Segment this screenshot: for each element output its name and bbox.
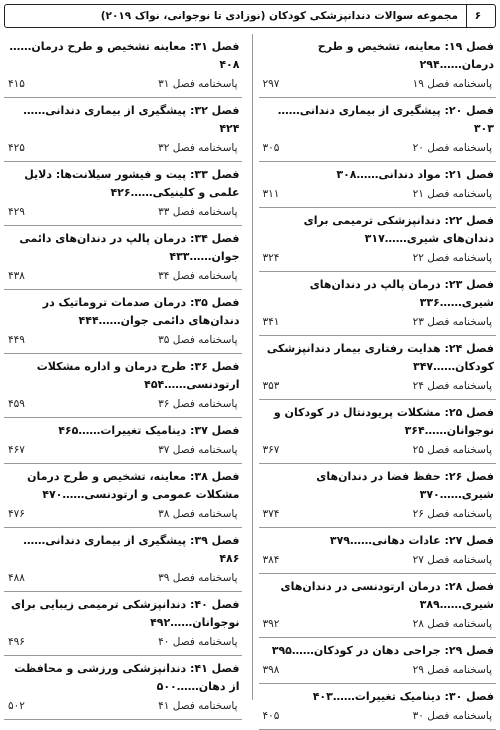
- answer-line[interactable]: [261, 614, 495, 634]
- answer-title: پاسخنامه فصل ۲۰: [412, 142, 492, 154]
- answer-line[interactable]: [261, 248, 495, 268]
- page-header: [4, 4, 496, 28]
- chapter-line[interactable]: [6, 294, 240, 330]
- chapter-line[interactable]: [261, 642, 495, 660]
- leader-dots: ……: [23, 534, 46, 547]
- answer-line[interactable]: [6, 394, 240, 414]
- answer-page-number: ۳۷۴: [262, 508, 280, 520]
- chapter-title: فصل ۲۲: دندانپزشکی ترمیمی برای دندان‌های شیری: [303, 214, 494, 245]
- chapter-line[interactable]: [6, 166, 240, 202]
- chapter-line[interactable]: [261, 276, 495, 312]
- chapter-line[interactable]: [6, 468, 240, 504]
- chapter-title: فصل ۴۰: دندانپزشکی ترمیمی زیبایی برای نوجوانان: [10, 598, 240, 629]
- leader-dots: ……: [62, 488, 85, 501]
- book-title: مجموعه سوالات دندانپزشکی کودکان (نوزادی تا نوجوانی، نواک ۲۰۱۹): [100, 10, 458, 22]
- toc-entry: [4, 354, 242, 418]
- answer-line[interactable]: [6, 74, 240, 94]
- answer-page-number: ۴۴۹: [8, 334, 25, 346]
- answer-title: پاسخنامه فصل ۲۳: [412, 316, 492, 328]
- answer-title: پاسخنامه فصل ۲۱: [412, 188, 492, 200]
- chapter-title: فصل ۲۹: جراحی دهان در کودکان: [313, 644, 494, 657]
- toc-entry: [259, 208, 497, 272]
- answer-title: پاسخنامه فصل ۲۴: [412, 380, 492, 392]
- toc-entry: [4, 290, 242, 354]
- answer-line[interactable]: [261, 138, 495, 158]
- toc-left-column: [4, 34, 242, 712]
- chapter-page-number: ۵۰۰: [156, 680, 177, 693]
- chapter-title: فصل ۴۱: دندانپزشکی ورزشی و محافظت از دهان: [14, 662, 240, 693]
- answer-title: پاسخنامه فصل ۲۵: [412, 444, 492, 456]
- answer-line[interactable]: [6, 568, 240, 588]
- toc-entry: [259, 336, 497, 400]
- leader-dots: ……: [98, 314, 121, 327]
- toc-entry: [259, 98, 497, 162]
- chapter-page-number: ۴۰۳: [312, 690, 333, 703]
- chapter-title: فصل ۲۱: مواد دندانی: [378, 168, 494, 181]
- leader-dots: ……: [356, 168, 379, 181]
- chapter-line[interactable]: [261, 688, 495, 706]
- chapter-title: فصل ۲۴: هدایت رفتاری بیمار دندانپزشکی کودکان: [266, 342, 494, 373]
- chapter-title: فصل ۳۸: معاینه، تشخیص و طرح درمان مشکلات عمومی و ارتودنسی: [27, 470, 240, 501]
- answer-page-number: ۴۳۸: [8, 270, 25, 282]
- toc-entry: [259, 574, 497, 638]
- chapter-title: فصل ۳۱: معاینه تشخیص و طرح درمان: [31, 40, 240, 53]
- page-number: ۶: [466, 5, 489, 27]
- answer-page-number: ۴۰۵: [262, 710, 280, 722]
- leader-dots: ……: [291, 644, 314, 657]
- chapter-title: فصل ۳۲: پیشگیری از بیماری دندانی: [45, 104, 240, 117]
- answer-title: پاسخنامه فصل ۳۳: [158, 206, 238, 218]
- leader-dots: ……: [78, 424, 101, 437]
- leader-dots: ……: [439, 296, 462, 309]
- answer-line[interactable]: [6, 202, 240, 222]
- chapter-title: فصل ۲۶: حفظ فضا در دندان‌های شیری: [316, 470, 494, 501]
- answer-title: پاسخنامه فصل ۳۸: [158, 508, 238, 520]
- leader-dots: ……: [439, 598, 462, 611]
- chapter-page-number: ۳۰۸: [336, 168, 357, 181]
- leader-dots: ……: [384, 232, 407, 245]
- chapter-page-number: ۳۷۰: [419, 488, 440, 501]
- answer-line[interactable]: [6, 266, 240, 286]
- answer-page-number: ۳۱۱: [262, 188, 280, 200]
- chapter-title: فصل ۳۳: پیت و فیشور سیلانت‌ها: دلایل علمی و کلینیکی: [24, 168, 240, 199]
- chapter-page-number: ۳۷۹: [329, 534, 351, 547]
- toc-entry: [4, 98, 242, 162]
- answer-line[interactable]: [261, 440, 495, 460]
- answer-line[interactable]: [261, 312, 495, 332]
- toc-entry: [4, 162, 242, 226]
- answer-line[interactable]: [261, 706, 495, 726]
- answer-title: پاسخنامه فصل ۲۲: [412, 252, 492, 264]
- answer-page-number: ۳۰۵: [262, 142, 280, 154]
- answer-page-number: ۳۶۷: [262, 444, 280, 456]
- leader-dots: ……: [332, 690, 355, 703]
- chapter-page-number: ۴۷۰: [42, 488, 63, 501]
- answer-title: پاسخنامه فصل ۳۰: [412, 710, 492, 722]
- answer-line[interactable]: [6, 330, 240, 350]
- toc-entry: [259, 684, 497, 730]
- answer-page-number: ۴۲۹: [8, 206, 25, 218]
- answer-line[interactable]: [261, 74, 495, 94]
- answer-page-number: ۴۹۶: [8, 636, 25, 648]
- answer-title: پاسخنامه فصل ۳۲: [158, 142, 238, 154]
- chapter-line[interactable]: [6, 422, 240, 440]
- chapter-title: فصل ۲۵: مشکلات پریودنتال در کودکان و نوجوانان: [273, 406, 494, 437]
- chapter-page-number: ۴۹۲: [150, 616, 171, 629]
- answer-title: پاسخنامه فصل ۳۱: [158, 78, 238, 90]
- answer-line[interactable]: [6, 504, 240, 524]
- chapter-title: فصل ۱۹: معاینه، تشخیص و طرح درمان: [317, 40, 494, 71]
- answer-page-number: ۳۹۲: [262, 618, 280, 630]
- chapter-line[interactable]: [6, 596, 240, 632]
- chapter-line[interactable]: [261, 38, 495, 74]
- answer-title: پاسخنامه فصل ۳۶: [158, 398, 238, 410]
- leader-dots: ……: [439, 488, 462, 501]
- leader-dots: ……: [277, 104, 300, 117]
- leader-dots: ……: [170, 616, 193, 629]
- chapter-line[interactable]: [261, 212, 495, 248]
- answer-title: پاسخنامه فصل ۳۵: [158, 334, 238, 346]
- chapter-page-number: ۴۲۴: [219, 122, 240, 135]
- leader-dots: ……: [130, 186, 153, 199]
- toc-entry: [259, 34, 497, 98]
- chapter-page-number: ۳۸۹: [419, 598, 440, 611]
- chapter-page-number: ۴۰۸: [219, 58, 240, 71]
- chapter-page-number: ۳۱۷: [364, 232, 385, 245]
- answer-line[interactable]: [6, 632, 240, 652]
- answer-page-number: ۲۹۷: [262, 78, 280, 90]
- chapter-line[interactable]: [6, 38, 240, 74]
- answer-page-number: ۳۲۴: [262, 252, 280, 264]
- chapter-line[interactable]: [261, 340, 495, 376]
- toc-right-column: [252, 34, 497, 722]
- answer-page-number: ۳۴۱: [262, 316, 280, 328]
- leader-dots: ……: [350, 534, 373, 547]
- toc-entry: [4, 34, 242, 98]
- chapter-page-number: ۳۴۷: [412, 360, 434, 373]
- answer-page-number: ۴۵۹: [8, 398, 25, 410]
- chapter-line[interactable]: [261, 404, 495, 440]
- chapter-page-number: ۴۲۶: [110, 186, 131, 199]
- answer-line[interactable]: [6, 440, 240, 460]
- chapter-page-number: ۴۳۳: [169, 250, 190, 263]
- chapter-title: فصل ۳۷: دینامیک تغییرات: [100, 424, 240, 437]
- answer-page-number: ۴۱۵: [8, 78, 25, 90]
- answer-title: پاسخنامه فصل ۳۴: [158, 270, 238, 282]
- chapter-title: فصل ۲۸: درمان ارتودنسی در دندان‌های شیری: [280, 580, 494, 611]
- chapter-line[interactable]: [6, 102, 240, 138]
- chapter-title: فصل ۲۳: درمان پالپ در دندان‌های شیری: [309, 278, 494, 309]
- answer-page-number: ۳۹۸: [262, 664, 280, 676]
- chapter-page-number: ۴۵۴: [144, 378, 165, 391]
- answer-title: پاسخنامه فصل ۲۷: [412, 554, 492, 566]
- chapter-title: فصل ۳۶: طرح درمان و اداره مشکلات ارتودنسی: [36, 360, 240, 391]
- answer-line[interactable]: [261, 660, 495, 680]
- chapter-page-number: ۴۴۴: [78, 314, 99, 327]
- chapter-title: فصل ۳۹: پیشگیری از بیماری دندانی: [45, 534, 240, 547]
- toc-entry: [4, 528, 242, 592]
- answer-page-number: ۵۰۲: [8, 700, 25, 712]
- chapter-page-number: ۴۸۶: [219, 552, 240, 565]
- chapter-line[interactable]: [261, 532, 495, 550]
- toc-columns: [4, 34, 496, 722]
- leader-dots: ……: [433, 360, 456, 373]
- chapter-line[interactable]: [261, 468, 495, 504]
- toc-entry: [259, 464, 497, 528]
- answer-title: پاسخنامه فصل ۴۱: [158, 700, 238, 712]
- toc-entry: [4, 418, 242, 464]
- chapter-page-number: ۳۹۵: [271, 644, 292, 657]
- toc-entry: [259, 400, 497, 464]
- answer-page-number: ۳۵۳: [262, 380, 280, 392]
- chapter-page-number: ۲۹۴: [419, 58, 440, 71]
- answer-title: پاسخنامه فصل ۴۰: [158, 636, 238, 648]
- chapter-page-number: ۳۶۴: [404, 424, 425, 437]
- chapter-line[interactable]: [6, 660, 240, 696]
- chapter-title: فصل ۳۵: درمان صدمات تروماتیک در دندان‌های دائمی جوان: [42, 296, 240, 327]
- answer-line[interactable]: [261, 504, 495, 524]
- toc-entry: [4, 656, 242, 720]
- toc-entry: [4, 592, 242, 656]
- chapter-line[interactable]: [6, 532, 240, 568]
- answer-line[interactable]: [261, 550, 495, 570]
- chapter-line[interactable]: [261, 166, 495, 184]
- toc-entry: [259, 638, 497, 684]
- toc-entry: [259, 528, 497, 574]
- leader-dots: ……: [164, 378, 187, 391]
- chapter-title: فصل ۳۴: درمان پالپ در دندان‌های دائمی جوان: [19, 232, 240, 263]
- leader-dots: ……: [439, 58, 462, 71]
- chapter-page-number: ۳۰۳: [473, 122, 494, 135]
- leader-dots: ……: [23, 104, 46, 117]
- toc-entry: [4, 464, 242, 528]
- answer-page-number: ۴۲۵: [8, 142, 25, 154]
- toc-entry: [259, 162, 497, 208]
- answer-page-number: ۴۶۷: [8, 444, 25, 456]
- chapter-page-number: ۳۳۶: [419, 296, 440, 309]
- chapter-line[interactable]: [6, 230, 240, 266]
- leader-dots: ……: [176, 680, 199, 693]
- chapter-title: فصل ۳۰: دینامیک تغییرات: [354, 690, 494, 703]
- answer-title: پاسخنامه فصل ۲۶: [412, 508, 492, 520]
- answer-page-number: ۴۷۶: [8, 508, 25, 520]
- answer-page-number: ۳۸۴: [262, 554, 280, 566]
- answer-title: پاسخنامه فصل ۲۹: [412, 664, 492, 676]
- answer-title: پاسخنامه فصل ۲۸: [412, 618, 492, 630]
- chapter-page-number: ۴۶۵: [58, 424, 79, 437]
- chapter-title: فصل ۲۷: عادات دهانی: [372, 534, 494, 547]
- chapter-line[interactable]: [261, 578, 495, 614]
- chapter-line[interactable]: [261, 102, 495, 138]
- answer-line[interactable]: [261, 376, 495, 396]
- leader-dots: ……: [424, 424, 447, 437]
- toc-entry: [4, 226, 242, 290]
- toc-entry: [259, 272, 497, 336]
- answer-page-number: ۴۸۸: [8, 572, 25, 584]
- chapter-line[interactable]: [6, 358, 240, 394]
- answer-title: پاسخنامه فصل ۱۹: [412, 78, 492, 90]
- answer-line[interactable]: [6, 138, 240, 158]
- answer-title: پاسخنامه فصل ۳۷: [158, 444, 238, 456]
- answer-line[interactable]: [6, 696, 240, 716]
- leader-dots: ……: [9, 40, 32, 53]
- answer-title: پاسخنامه فصل ۳۹: [158, 572, 238, 584]
- chapter-title: فصل ۲۰: پیشگیری از بیماری دندانی: [299, 104, 494, 117]
- leader-dots: ……: [189, 250, 212, 263]
- answer-line[interactable]: [261, 184, 495, 204]
